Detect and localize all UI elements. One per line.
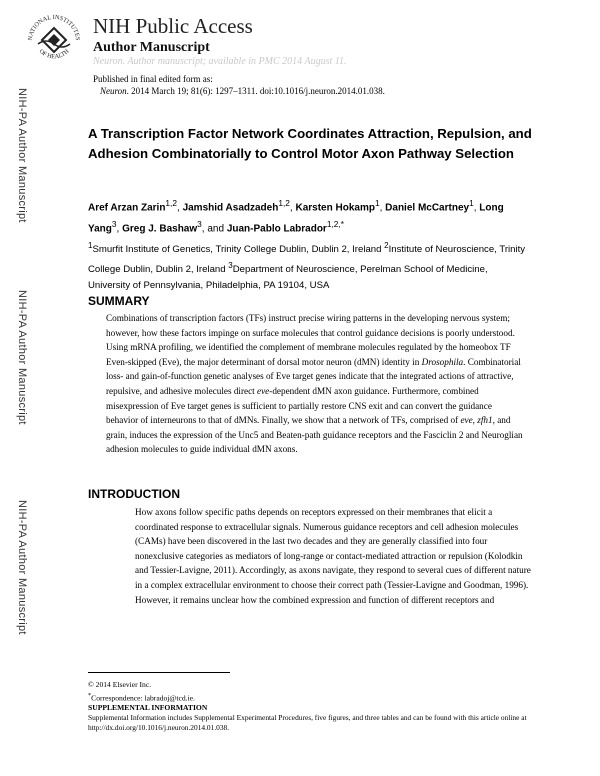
summary-italic: Drosophila	[421, 356, 464, 367]
copyright: © 2014 Elsevier Inc.	[88, 680, 152, 689]
side-label-middle: NIH-PA Author Manuscript	[16, 290, 28, 425]
summary-part: ,	[472, 415, 478, 426]
author-affiliation-mark: 1,2	[278, 198, 290, 208]
author-affiliation-mark: 3	[197, 219, 202, 230]
summary-part: -dependent dMN axon guidance. Furthermore, combined misexpression of Eve target genes is sufficient to partially restore CNS exit and can convert the guidance behavior of interneurons to that of dMNs. Finally, we show that a network of TFs, comprised of	[106, 385, 492, 426]
summary-text	[106, 311, 524, 457]
author-affiliation-mark: 1,2	[165, 198, 177, 208]
affiliation-text: Institute of Neuroscience, Trinity College Dublin, Dublin 2, Ireland	[88, 244, 526, 276]
summary-italic: eve	[460, 415, 473, 426]
correspondence-text: Correspondence: labradoj@tcd.ie.	[91, 693, 195, 703]
author-name: Jamshid Asadzadeh	[182, 202, 279, 214]
affiliation-mark: 3	[228, 261, 233, 271]
summary-part: Combinations of transcription factors (TFs) instruct precise wiring patterns in the developing nervous system; however, how these factors impinge on surface molecules that control guidance decisions is poorly understood. Using mRNA profiling, we identified the complement of membrane molecules regulated by the homeobox TF Even-skipped (Eve), the major determinant of dorsal motor neuron (dMN) identity in	[106, 313, 515, 367]
side-label-top: NIH-PA Author Manuscript	[16, 88, 28, 223]
summary-italic: eve	[257, 385, 270, 396]
author-separator: ,	[379, 202, 386, 214]
availability-note: Neuron. Author manuscript; available in PMC 2014 August 11.	[93, 56, 347, 67]
introduction-text: How axons follow specific paths depends on receptors expressed on their membranes that elicit a coordinated response to extracellular signals. Numerous guidance receptors and cell adhesion molecules (CAMs) have been discovered in the last two decades and they are generally classified into four nonexclusive categories as mediators of long-range or contact-mediated attraction or repulsion (Kolodkin and Tessier-Lavigne, 2011). Accordingly, as axons navigate, they respond to several cues of different nature in a complex extracellular environment to choose their correct path (Tessier-Lavigne and Goodman, 1996). However, it remains unclear how the combined expression and function of different receptors and	[135, 507, 531, 605]
correspondence	[88, 692, 195, 703]
supplemental-heading: SUPPLEMENTAL INFORMATION	[88, 703, 208, 712]
summary-part: . Combinatorial loss- and gain-of-function genetic analyses of Eve target genes indicate that the integrated actions of attractive, repulsive, and adhesive molecules direct	[106, 356, 521, 396]
supplemental-link[interactable]: http://dx.doi.org/10.1016/j.neuron.2014.01.038	[88, 723, 228, 732]
author-affiliation-mark: 1	[374, 198, 380, 208]
author-list	[88, 195, 508, 238]
author-separator: ,	[116, 223, 123, 235]
nih-seal-logo	[22, 7, 86, 71]
side-label-bottom: NIH-PA Author Manuscript	[16, 500, 28, 635]
header-title: NIH Public Access	[93, 14, 253, 38]
author-affiliation-mark: 1,2,*	[326, 219, 344, 230]
author-name: Juan-Pablo Labrador	[226, 223, 327, 235]
affiliation-mark: 2	[384, 241, 389, 250]
author-separator: ,	[177, 202, 183, 214]
author-affiliation-mark: 3	[111, 219, 117, 230]
author-name: Greg J. Bashaw	[122, 223, 198, 235]
author-affiliation-mark: 1	[469, 198, 474, 208]
summary-part: , and grain, induces the expression of the Unc5 and Beaten-path guidance receptors and the Fasciclin 2 and Neuroglian adhesion molecules to guide individual dMN axons.	[106, 415, 523, 455]
introduction-heading: INTRODUCTION	[88, 487, 180, 501]
affiliation-mark: 1	[88, 241, 93, 250]
summary-heading: SUMMARY	[88, 294, 150, 308]
affiliations	[88, 238, 528, 294]
svg-text:NATIONAL INSTITUTES: NATIONAL INSTITUTES	[26, 13, 82, 41]
footnote-rule	[88, 672, 230, 673]
author-separator: , and	[201, 223, 227, 235]
affiliation-text: Department of Neuroscience, Perelman School of Medicine, University of Pennsylvania, Philadelphia, PA 19104, USA	[88, 264, 488, 292]
author-separator: ,	[473, 202, 480, 214]
article-title: A Transcription Factor Network Coordinates Attraction, Repulsion, and Adhesion Combinatorially to Control Motor Axon Pathway Selection	[88, 126, 532, 161]
journal-name: Neuron	[100, 86, 127, 96]
author-name: Daniel McCartney	[385, 202, 470, 214]
affiliation-text: Smurfit Institute of Genetics, Trinity College Dublin, Dublin 2, Ireland	[92, 244, 385, 256]
citation-text: . 2014 March 19; 81(6): 1297–1311. doi:10.1016/j.neuron.2014.01.038.	[126, 86, 385, 96]
author-separator: ,	[289, 202, 296, 214]
supplemental-body: Supplemental Information includes Supplemental Experimental Procedures, five figures, and three tables and can be found with this article online at	[88, 713, 527, 722]
header-subtitle: Author Manuscript	[93, 40, 210, 55]
citation-line	[100, 86, 385, 96]
summary-italic: zfh1	[477, 415, 493, 426]
correspondence-mark: *	[88, 692, 92, 699]
author-name: Karsten Hokamp	[295, 202, 375, 214]
author-name: Aref Arzan Zarin	[88, 202, 166, 214]
author-name: Long Yang	[88, 202, 504, 235]
supplemental-end: .	[227, 723, 230, 732]
svg-text:OF HEALTH: OF HEALTH	[37, 47, 71, 61]
supplemental-text	[88, 713, 528, 733]
published-label: Published in final edited form as:	[93, 74, 213, 84]
